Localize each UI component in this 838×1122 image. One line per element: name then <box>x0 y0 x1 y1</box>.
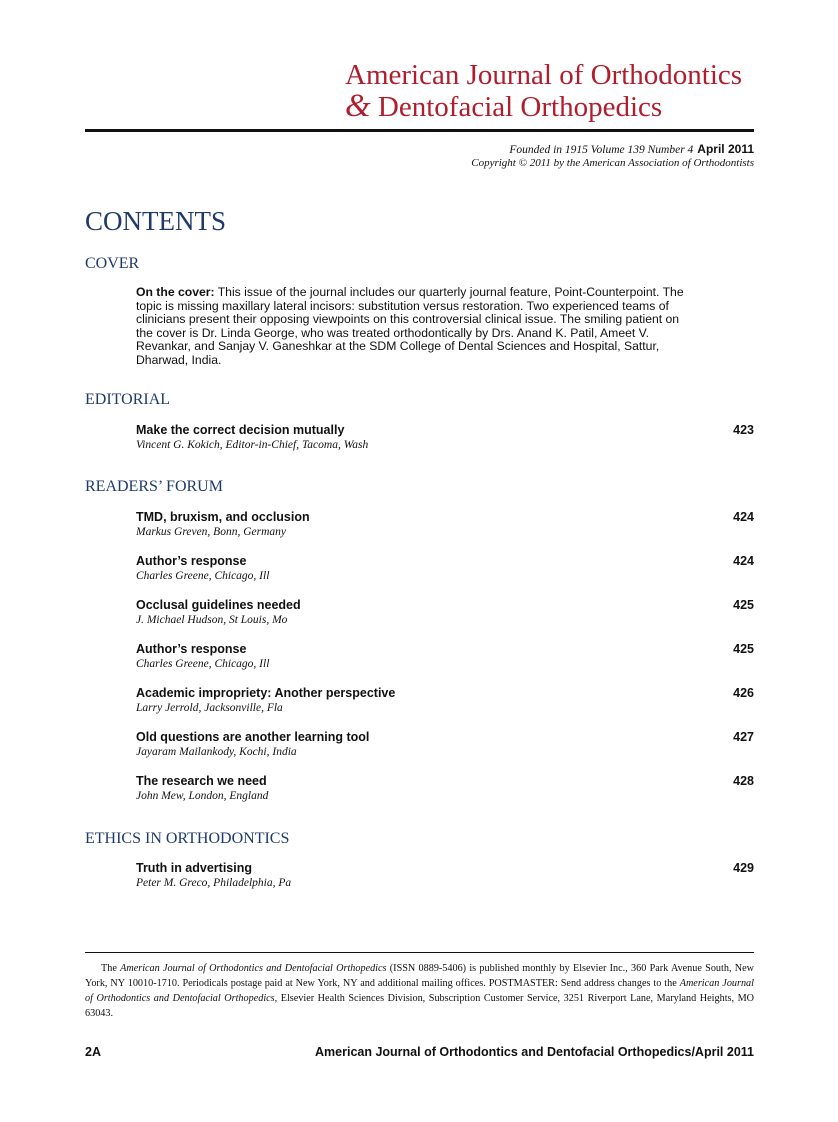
toc-entry[interactable] <box>136 686 754 720</box>
toc-entry-author: Larry Jerrold, Jacksonville, Fla <box>136 702 283 714</box>
section-heading-readers-forum: READERS’ FORUM <box>85 478 223 495</box>
toc-entry-title[interactable]: Academic impropriety: Another perspective <box>136 686 396 700</box>
section-heading-editorial: EDITORIAL <box>85 391 171 408</box>
cover-label: On the cover: <box>136 285 215 299</box>
notice-part-1: The <box>101 963 121 974</box>
toc-entry[interactable] <box>136 774 754 808</box>
toc-entry-page: 426 <box>733 686 754 700</box>
notice-part-2: (ISSN 0889-5406) is published monthly by Elsevier Inc., 360 Park Avenue South, New York, NY 10010-1710. Periodicals postage paid at New York, NY and additional mailing offices. POSTMASTER: Send address changes to the <box>85 963 755 989</box>
notice-journal-name: American Journal of Orthodontics and Dentofacial Orthopedics <box>120 963 387 974</box>
toc-entry-title[interactable]: Author’s response <box>136 554 247 568</box>
toc-entry-page: 425 <box>733 598 754 612</box>
toc-entry-page: 424 <box>733 554 754 568</box>
toc-entry-title[interactable]: Make the correct decision mutually <box>136 423 345 437</box>
toc-entry-page: 425 <box>733 642 754 656</box>
toc-entry-author: Peter M. Greco, Philadelphia, Pa <box>136 877 292 889</box>
toc-entry-author: John Mew, London, England <box>136 790 269 802</box>
toc-entry[interactable] <box>136 642 754 676</box>
toc-entry-author: Vincent G. Kokich, Editor-in-Chief, Tacoma, Wash <box>136 439 369 451</box>
toc-entry[interactable] <box>136 423 754 457</box>
toc-entry-page: 427 <box>733 730 754 744</box>
cover-text: This issue of the journal includes our quarterly journal feature, Point-Counterpoint. The topic is missing maxillary lateral incisors: substitution versus restoration. Two experienced teams of clinicians present their opposing viewpoints on this controversial clinical issue. The smiling patient on the cover is Dr. Linda George, who was treated orthodontically by Drs. Anand K. Patil, Ameet V. Revankar, and Sanjay V. Ganeshkar at the SDM College of Dental Sciences and Hospital, Sattur, Dharwad, India. <box>136 285 684 367</box>
cover-description <box>136 286 691 368</box>
toc-entry-author: Charles Greene, Chicago, Ill <box>136 570 270 582</box>
toc-entry-title[interactable]: Author’s response <box>136 642 247 656</box>
toc-entry-author: J. Michael Hudson, St Louis, Mo <box>136 614 288 626</box>
publication-notice <box>85 961 754 1021</box>
founded-volume: Founded in 1915 Volume 139 Number 4 <box>509 144 694 156</box>
issue-date: April 2011 <box>697 142 754 156</box>
toc-entry-title[interactable]: Occlusal guidelines needed <box>136 598 301 612</box>
notice-part-3: , Elsevier Health Sciences Division, Subscription Customer Service, 3251 Riverport Lane, Maryland Heights, MO 63043. <box>85 993 755 1019</box>
toc-entry-author: Markus Greven, Bonn, Germany <box>136 526 286 538</box>
masthead-line-2 <box>345 88 742 124</box>
masthead-line-2-text: Dentofacial Orthopedics <box>370 91 663 123</box>
toc-entry-title[interactable]: TMD, bruxism, and occlusion <box>136 510 310 524</box>
section-heading-ethics: ETHICS IN ORTHODONTICS <box>85 830 290 847</box>
toc-entry-page: 428 <box>733 774 754 788</box>
toc-entry-page: 424 <box>733 510 754 524</box>
toc-entry[interactable] <box>136 861 754 895</box>
toc-entry-title[interactable]: Truth in advertising <box>136 861 252 875</box>
toc-entry-title[interactable]: The research we need <box>136 774 267 788</box>
toc-entry-author: Jayaram Mailankody, Kochi, India <box>136 746 297 758</box>
running-footer: American Journal of Orthodontics and Dentofacial Orthopedics/April 2011 <box>315 1045 754 1059</box>
page-number: 2A <box>85 1045 101 1059</box>
contents-title: CONTENTS <box>85 206 226 236</box>
notice-journal-name-2: American Journal of Orthodontics and Dentofacial Orthopedics <box>85 978 754 1004</box>
section-heading-cover: COVER <box>85 255 140 272</box>
header-rule <box>85 129 754 132</box>
toc-entry[interactable] <box>136 554 754 588</box>
toc-entry[interactable] <box>136 730 754 764</box>
issue-info <box>509 142 754 156</box>
toc-entry-title[interactable]: Old questions are another learning tool <box>136 730 370 744</box>
toc-entry-page: 423 <box>733 423 754 437</box>
toc-entry[interactable] <box>136 510 754 544</box>
copyright-line: Copyright © 2011 by the American Association of Orthodontists <box>471 157 754 169</box>
toc-entry[interactable] <box>136 598 754 632</box>
masthead-line-1: American Journal of Orthodontics <box>345 59 743 91</box>
journal-masthead <box>345 60 742 123</box>
toc-entry-page: 429 <box>733 861 754 875</box>
footer-rule <box>85 952 754 953</box>
toc-entry-author: Charles Greene, Chicago, Ill <box>136 658 270 670</box>
masthead-ampersand: & <box>345 88 371 124</box>
